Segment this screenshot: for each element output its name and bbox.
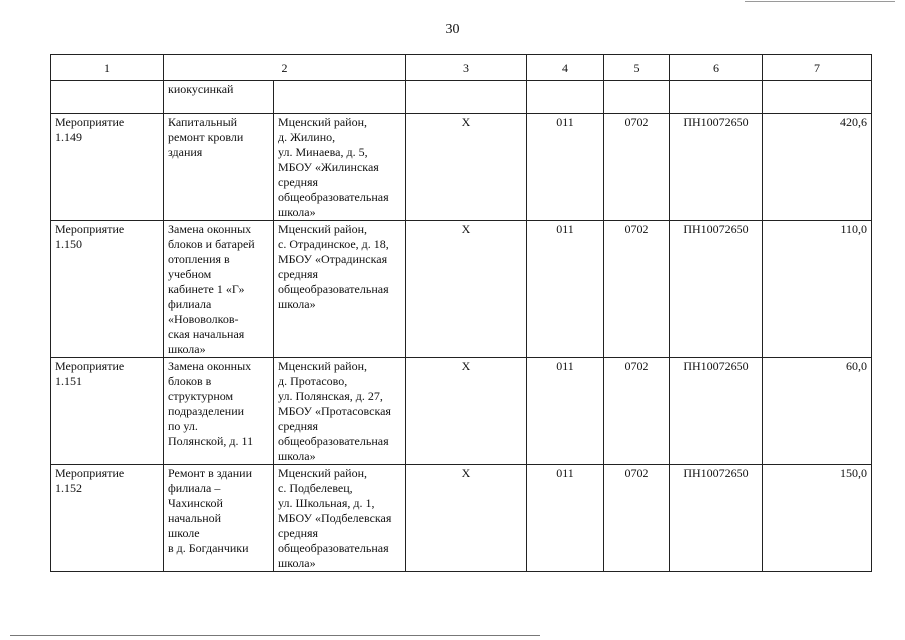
table-row — [51, 114, 872, 221]
col5-cell: 0702 — [604, 114, 670, 221]
col5-cell: 0702 — [604, 221, 670, 358]
table-row — [51, 221, 872, 358]
col4-cell: 011 — [527, 221, 604, 358]
location-cell: Мценский район, д. Жилино, ул. Минаева, д. 5, МБОУ «Жилинская средняя общеобразовательная школа» — [274, 114, 406, 221]
col6-cell: ПН10072650 — [670, 114, 763, 221]
col5-cell: 0702 — [604, 465, 670, 572]
table-row — [51, 358, 872, 465]
col5-cell: 0702 — [604, 358, 670, 465]
work-cell: Ремонт в здании филиала – Чахинской начальной школе в д. Богданчики — [164, 465, 274, 572]
table-row — [51, 465, 872, 572]
location-cell: Мценский район, д. Протасово, ул. Полянская, д. 27, МБОУ «Протасовская средняя общеобразовательная школа» — [274, 358, 406, 465]
work-cell: Капитальный ремонт кровли здания — [164, 114, 274, 221]
continuation-text: киокусинкай — [164, 81, 274, 114]
page-number: 30 — [445, 22, 460, 37]
table-cell — [670, 81, 763, 114]
col6-cell: ПН10072650 — [670, 465, 763, 572]
budget-table — [50, 54, 872, 572]
amount-cell: 60,0 — [763, 358, 872, 465]
amount-cell: 420,6 — [763, 114, 872, 221]
column-header: 1 — [51, 55, 164, 81]
amount-cell: 150,0 — [763, 465, 872, 572]
column-header: 3 — [406, 55, 527, 81]
column-header: 5 — [604, 55, 670, 81]
event-cell: Мероприятие 1.152 — [51, 465, 164, 572]
col4-cell: 011 — [527, 114, 604, 221]
top-rule — [745, 1, 895, 2]
table-cell — [274, 81, 406, 114]
table-cell — [406, 81, 527, 114]
amount-cell: 110,0 — [763, 221, 872, 358]
col3-cell: X — [406, 221, 527, 358]
table-cell — [763, 81, 872, 114]
event-cell: Мероприятие 1.150 — [51, 221, 164, 358]
col4-cell: 011 — [527, 358, 604, 465]
table-cell — [527, 81, 604, 114]
location-cell: Мценский район, с. Подбелевец, ул. Школьная, д. 1, МБОУ «Подбелевская средняя общеобразовательная школа» — [274, 465, 406, 572]
table-header-row — [51, 55, 872, 81]
col3-cell: X — [406, 114, 527, 221]
event-cell: Мероприятие 1.149 — [51, 114, 164, 221]
col4-cell: 011 — [527, 465, 604, 572]
col3-cell: X — [406, 465, 527, 572]
column-header: 7 — [763, 55, 872, 81]
column-header: 6 — [670, 55, 763, 81]
column-header: 4 — [527, 55, 604, 81]
col6-cell: ПН10072650 — [670, 221, 763, 358]
location-cell: Мценский район, с. Отрадинское, д. 18, МБОУ «Отрадинская средняя общеобразовательная школа» — [274, 221, 406, 358]
continuation-row — [51, 81, 872, 114]
bottom-rule — [10, 635, 540, 636]
col3-cell: X — [406, 358, 527, 465]
table-cell — [51, 81, 164, 114]
event-cell: Мероприятие 1.151 — [51, 358, 164, 465]
table-cell — [604, 81, 670, 114]
col6-cell: ПН10072650 — [670, 358, 763, 465]
work-cell: Замена оконных блоков и батарей отопления в учебном кабинете 1 «Г» филиала «Нововолков- ская начальная школа» — [164, 221, 274, 358]
work-cell: Замена оконных блоков в структурном подразделении по ул. Полянской, д. 11 — [164, 358, 274, 465]
column-header: 2 — [164, 55, 406, 81]
